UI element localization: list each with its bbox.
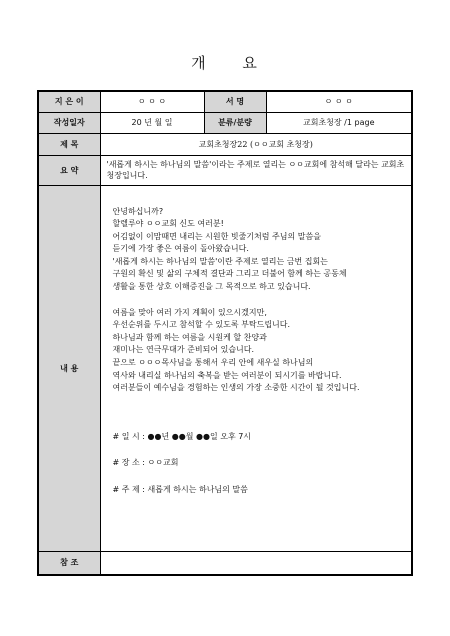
event-date: # 일 시 : ●●년 ●●월 ●●일 오후 7시 [112, 431, 252, 441]
subject-value: 교회초청장22 (ㅇㅇ교회 초청장) [100, 133, 412, 155]
content-line: '새롭게 하시는 하나님의 말씀'이란 주제로 열리는 금번 집회는 [112, 256, 328, 266]
category-value: 교회초청장 /1 page [266, 112, 412, 133]
subject-label: 제 목 [38, 133, 100, 155]
reference-label: 참 조 [38, 551, 100, 575]
reference-value [100, 551, 412, 575]
content-line: 역사와 내리실 하나님의 축복을 받는 여러분이 되시기를 바랍니다. [112, 370, 342, 380]
content-line: 안녕하십니까? [112, 206, 164, 216]
author-label: 지 은 이 [38, 91, 100, 112]
content-line: 여름을 맞아 여러 가지 계획이 있으시겠지만, [112, 307, 267, 317]
content-line: 끝으로 ㅇㅇㅇ목사님을 통해서 우리 안에 새우실 하나님의 [112, 358, 314, 368]
content-line: 할렐루야 ㅇㅇ교회 신도 여러분! [112, 219, 224, 229]
title-char-1: 개 [191, 54, 208, 72]
content-line: 여러분들이 예수님을 경험하는 인생의 가장 소중한 시간이 될 것입니다. [112, 383, 360, 393]
content-line: 하나님과 함께 하는 여름을 시원케 할 찬양과 [112, 332, 267, 342]
overview-form-table [37, 90, 413, 576]
date-label: 작성일자 [38, 112, 100, 133]
content-line: 생활을 통한 상호 이해증진을 그 목적으로 하고 있습니다. [112, 282, 311, 292]
signature-label: 서 명 [204, 91, 266, 112]
signature-value: ㅇ ㅇ ㅇ [266, 91, 412, 112]
title-char-2: 요 [242, 54, 259, 72]
category-label: 분류/분량 [204, 112, 266, 133]
content-line: 재미나는 연극무대가 준비되어 있습니다. [112, 345, 255, 355]
content-line: 구원의 확신 및 삶의 구체적 결단과 그리고 더불어 함께 하는 공동체 [112, 269, 347, 279]
summary-value: '새롭게 하시는 하나님의 말씀'이라는 주제로 열리는 ㅇㅇ교회에 참석해 달라는 교회초청장입니다. [100, 155, 412, 185]
content-line: 듣기에 가장 좋은 여름이 돌아왔습니다. [112, 244, 249, 254]
event-place: # 장 소 : ㅇㅇ교회 [112, 458, 179, 468]
author-value: ㅇ ㅇ ㅇ [100, 91, 204, 112]
content-line: 어김없이 이맘때면 내리는 시원한 빗줄기처럼 주님의 말씀을 [112, 231, 321, 241]
document-title [0, 52, 450, 73]
date-value: 20 년 월 일 [100, 112, 204, 133]
event-theme: # 주 제 : 새롭게 하시는 하나님의 말씀 [112, 485, 248, 494]
content-body [100, 185, 412, 551]
content-label: 내 용 [38, 185, 100, 551]
content-line: 우선순위를 두시고 참석할 수 있도록 부탁드립니다. [112, 320, 291, 330]
summary-label: 요 약 [38, 155, 100, 185]
